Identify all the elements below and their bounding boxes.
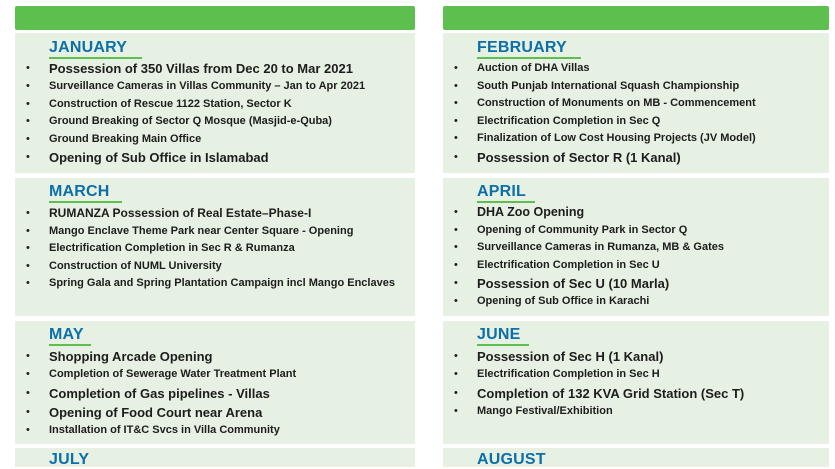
bullet-icon: • [454,404,458,417]
list-item: • Construction of Monuments on MB - Commencement [443,95,829,113]
bullet-icon: • [454,368,458,380]
month-title-april: APRIL [477,183,526,200]
list-item: • Finalization of Low Cost Housing Projects (JV Model) [443,130,829,148]
bullet-icon: • [26,132,30,145]
month-cell-february [443,33,829,173]
list-item: • Auction of DHA Villas [443,60,829,78]
bullet-icon: • [454,79,458,92]
list-item: • Possession of Sector R (1 Kanal) [454,149,681,165]
list-item: • Completion of Sewerage Water Treatment Plant [15,366,415,384]
list-item: • DHA Zoo Opening [454,205,585,219]
list-item: • Mango Festival/Exhibition [443,403,829,421]
bullet-icon: • [26,423,30,436]
list-item: • Possession of Sec U (10 Marla) [454,276,670,292]
bullet-icon: • [26,259,30,272]
month-cell-august [443,448,829,467]
bullet-icon: • [26,386,30,399]
list-item: • Spring Gala and Spring Plantation Campaign incl Mango Enclaves [15,275,415,293]
bullet-icon: • [26,151,30,164]
month-title-march: MARCH [49,183,110,200]
list-item: • Ground Breaking of Sector Q Mosque (Masjid-e-Quba) [15,113,415,131]
bullet-icon: • [26,207,30,219]
list-item: • Electrification Completion in Sec H [443,366,829,384]
right-header-bar [443,6,829,30]
bullet-icon: • [454,258,458,271]
month-title-january: JANUARY [49,39,128,56]
list-item: • RUMANZA Possession of Real Estate–Phase-I [26,206,312,220]
left-header-bar [15,6,415,30]
month-cell-april [443,178,829,316]
month-items-february [443,60,829,167]
list-item: • Completion of 132 KVA Grid Station (Sec T) [454,385,745,401]
list-item: • Opening of Sub Office in Islamabad [26,150,269,166]
month-items-april [443,204,829,311]
list-item: • Opening of Community Park in Sector Q [443,222,829,240]
list-item: • Electrification Completion in Sec R & Rumanza [15,240,415,258]
month-underline [49,344,91,346]
month-underline [477,344,529,346]
month-cell-june [443,321,829,444]
month-underline [477,57,581,59]
month-items-may [15,347,415,439]
bullet-icon: • [454,150,458,163]
bullet-icon: • [454,350,458,362]
month-title-may: MAY [49,326,84,343]
bullet-icon: • [454,97,458,110]
list-item: • Opening of Food Court near Arena [26,404,263,420]
list-item: • Construction of NUML University [15,258,415,276]
bullet-icon: • [454,114,458,127]
bullet-icon: • [454,62,458,74]
month-cell-may [15,321,415,444]
month-cell-january [15,33,415,173]
bullet-icon: • [454,295,458,308]
bullet-icon: • [26,224,30,237]
list-item: • Possession of Sec H (1 Kanal) [454,349,664,364]
list-item: • Surveillance Cameras in Rumanza, MB & Gates [443,239,829,257]
month-cell-july [15,448,415,467]
list-item: • Possession of 350 Villas from Dec 20 to Mar 2021 [26,61,353,76]
list-item: • Shopping Arcade Opening [26,349,213,364]
month-cell-march [15,178,415,316]
left-column [15,0,415,467]
list-item: • Mango Enclave Theme Park near Center Square - Opening [15,223,415,241]
month-title-august: AUGUST [477,451,546,468]
month-title-july: JULY [49,451,90,468]
bullet-icon: • [26,405,30,418]
list-item: • Surveillance Cameras in Villas Community – Jan to Apr 2021 [15,78,415,96]
bullet-icon: • [26,350,30,362]
bullet-icon: • [454,223,458,236]
bullet-icon: • [26,368,30,380]
month-items-march [15,205,415,293]
month-underline [49,201,122,203]
list-item: • Opening of Sub Office in Karachi [443,293,829,311]
bullet-icon: • [454,386,458,399]
bullet-icon: • [454,206,458,218]
list-item: • South Punjab International Squash Championship [443,78,829,96]
list-item: • Installation of IT&C Svcs in Villa Community [15,422,415,440]
list-item: • Electrification Completion in Sec U [443,257,829,275]
bullet-icon: • [26,80,30,92]
list-item: • Electrification Completion in Sec Q [443,113,829,131]
month-title-june: JUNE [477,326,521,343]
bullet-icon: • [454,277,458,290]
list-item: • Construction of Rescue 1122 Station, Sector K [15,96,415,114]
bullet-icon: • [26,62,30,74]
bullet-icon: • [26,242,30,255]
month-items-june [443,347,829,420]
bullet-icon: • [454,132,458,145]
right-column [443,0,829,467]
bullet-icon: • [26,115,30,128]
month-underline [477,201,535,203]
bullet-icon: • [454,241,458,254]
month-items-january [15,59,415,167]
month-title-february: FEBRUARY [477,39,567,56]
list-item: • Completion of Gas pipelines - Villas [26,385,270,401]
bullet-icon: • [26,97,30,110]
list-item: • Ground Breaking Main Office [15,131,415,149]
bullet-icon: • [26,277,30,290]
